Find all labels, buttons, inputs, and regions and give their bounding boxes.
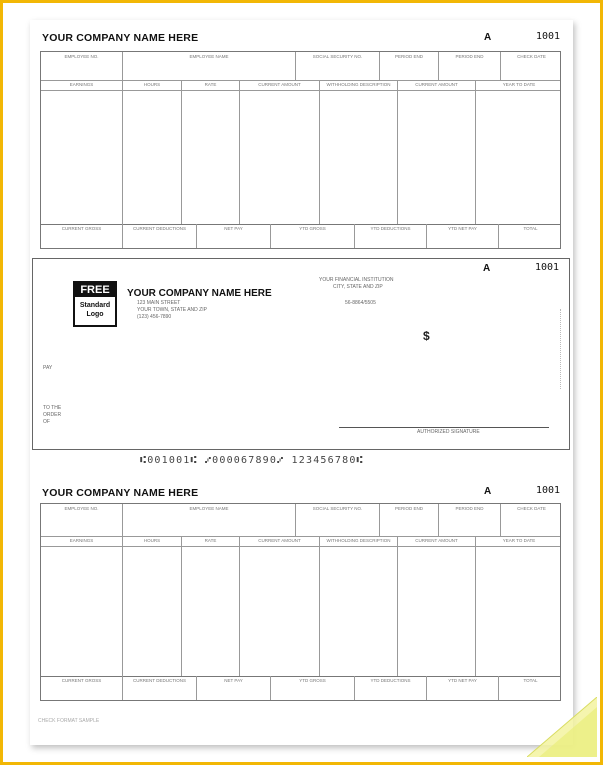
earn-cell: WITHHOLDING DESCRIPTION [319, 536, 397, 546]
signature-line [339, 427, 549, 428]
earn-cell: CURRENT AMOUNT [397, 536, 475, 546]
dollar-sign: $ [423, 329, 430, 343]
earn-cell: HOURS [122, 536, 181, 546]
micr-line: ⑆001001⑆ ⑇000067890⑇ 123456780⑆ [140, 455, 364, 466]
total-cell: NET PAY [196, 676, 270, 700]
bottom-header-row [41, 504, 560, 537]
header-cell: EMPLOYEE NO. [64, 54, 99, 59]
logo-placeholder [73, 281, 117, 327]
order-label-1: TO THE [43, 405, 62, 411]
perforation-mark [560, 309, 565, 389]
bottom-stub-code: A [484, 486, 492, 497]
header-cell: EMPLOYEE NO. [64, 506, 99, 511]
total-cell: NET PAY [196, 224, 270, 248]
earn-cell: YEAR TO DATE [475, 80, 562, 90]
total-cell: YTD GROSS [270, 224, 354, 248]
total-cell: YTD NET PAY [426, 676, 498, 700]
total-cell: CURRENT GROSS [61, 226, 102, 231]
bottom-totals-row [41, 676, 560, 700]
check-number: 1001 [535, 262, 560, 273]
check-company: YOUR COMPANY NAME HERE [127, 288, 272, 299]
earn-cell: YEAR TO DATE [475, 536, 562, 546]
header-cell: EMPLOYEE NAME [122, 504, 295, 536]
earn-cell: CURRENT AMOUNT [239, 80, 319, 90]
bank-name: YOUR FINANCIAL INSTITUTION [319, 277, 394, 283]
header-cell: EMPLOYEE NAME [122, 52, 295, 80]
header-cell: CHECK DATE [500, 504, 562, 536]
earn-cell: CURRENT AMOUNT [397, 80, 475, 90]
header-cell: SOCIAL SECURITY NO. [295, 52, 379, 80]
total-cell: YTD GROSS [270, 676, 354, 700]
top-stub-code: A [484, 32, 492, 43]
page-curl [527, 697, 597, 757]
earn-cell: WITHHOLDING DESCRIPTION [319, 80, 397, 90]
bottom-earn-body [41, 546, 560, 677]
total-cell: YTD NET PAY [426, 224, 498, 248]
top-stub-grid [40, 51, 561, 249]
earn-cell: HOURS [122, 80, 181, 90]
check-address-1: 123 MAIN STREET [137, 300, 181, 306]
bank-city: CITY, STATE AND ZIP [333, 284, 383, 290]
header-cell: PERIOD END [438, 52, 500, 80]
earn-cell: EARNINGS [69, 538, 94, 543]
signature-label: AUTHORIZED SIGNATURE [417, 429, 480, 435]
earn-cell: RATE [181, 536, 239, 546]
earn-cell: CURRENT AMOUNT [239, 536, 319, 546]
top-stub-company: YOUR COMPANY NAME HERE [42, 32, 199, 44]
logo-text-2: Logo [86, 311, 104, 318]
header-cell: CHECK DATE [500, 52, 562, 80]
bottom-stub-number: 1001 [536, 485, 561, 496]
pay-label: PAY [43, 365, 53, 371]
total-cell: CURRENT GROSS [61, 678, 102, 683]
check-address-2: YOUR TOWN, STATE AND ZIP [137, 307, 207, 313]
total-cell: TOTAL [498, 676, 562, 700]
footer-note: CHECK FORMAT SAMPLE [38, 718, 100, 724]
order-label-2: ORDER [43, 412, 62, 418]
order-label-3: OF [43, 419, 50, 425]
logo-text-1: Standard [79, 302, 111, 309]
routing-fraction: 56-8864/5505 [345, 300, 376, 306]
total-cell: YTD DEDUCTIONS [354, 224, 426, 248]
header-cell: PERIOD END [379, 52, 438, 80]
header-cell: PERIOD END [379, 504, 438, 536]
top-stub-number: 1001 [536, 31, 561, 42]
check-body [32, 258, 570, 450]
total-cell: TOTAL [498, 224, 562, 248]
total-cell: CURRENT DEDUCTIONS [122, 676, 196, 700]
logo-free: FREE [75, 283, 115, 297]
top-header-row [41, 52, 560, 81]
bottom-stub-company: YOUR COMPANY NAME HERE [42, 487, 199, 499]
check-code: A [483, 263, 491, 274]
total-cell: CURRENT DEDUCTIONS [122, 224, 196, 248]
header-cell: SOCIAL SECURITY NO. [295, 504, 379, 536]
top-totals-row [41, 224, 560, 248]
bottom-stub-grid [40, 503, 561, 701]
top-earn-body [41, 90, 560, 225]
total-cell: YTD DEDUCTIONS [354, 676, 426, 700]
earn-cell: RATE [181, 80, 239, 90]
header-cell: PERIOD END [438, 504, 500, 536]
check-phone: (123) 456-7890 [137, 314, 172, 320]
earn-cell: EARNINGS [69, 82, 94, 87]
